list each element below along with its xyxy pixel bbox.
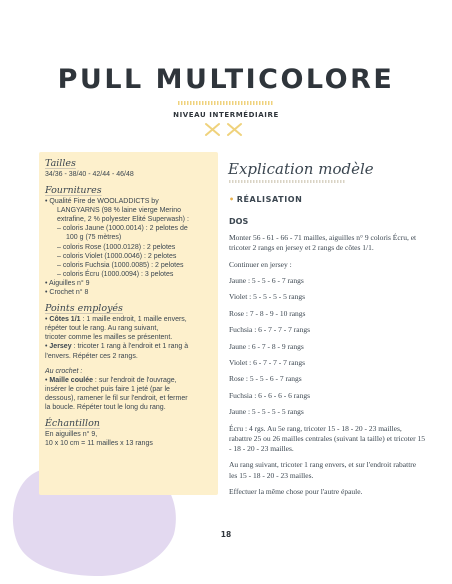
realisation-label: RÉALISATION xyxy=(236,195,303,204)
instruction-paragraph: Jaune : 6 - 7 - 8 - 9 rangs xyxy=(229,341,304,351)
page-number: 18 xyxy=(220,530,232,539)
fournitures-line: – coloris Jaune (1000.0014) : 2 pelotes de xyxy=(57,225,188,233)
realisation-heading xyxy=(229,195,302,204)
instruction-paragraph: Monter 56 - 61 - 66 - 71 mailles, aiguilles n° 9 coloris Écru, et tricoter 2 rangs en jersey et 2 rangs de côtes 1/1. xyxy=(229,233,417,253)
jersey-line: l'envers. Répéter ces 2 rangs. xyxy=(45,352,138,360)
tailles-value: 34/36 - 38/40 - 42/44 - 46/48 xyxy=(45,171,134,178)
maille-coulee-line: la boucle. Répéter tout le long du rang. xyxy=(45,403,166,411)
fournitures-line: • Crochet n° 8 xyxy=(45,289,89,297)
materials-column xyxy=(45,158,215,448)
jersey-line: • Jersey : tricoter 1 rang à l'endroit et 1 rang à xyxy=(45,343,189,351)
fournitures-line: 100 g (75 mètres) xyxy=(66,234,122,242)
instruction-paragraph: Fuchsia : 6 - 7 - 7 - 7 rangs xyxy=(229,325,311,335)
instruction-paragraph: Violet : 6 - 7 - 7 - 7 rangs xyxy=(229,357,305,367)
page-title: PULL MULTICOLORE xyxy=(57,64,395,95)
instruction-paragraph: Jaune : 5 - 5 - 5 - 5 rangs xyxy=(229,407,304,417)
bullet-icon: • xyxy=(229,195,235,204)
fournitures-heading: Fournitures xyxy=(45,185,102,197)
explication-heading: Explication modèle xyxy=(228,160,374,178)
maille-coulee-label: Maille coulée xyxy=(49,376,93,384)
instruction-paragraph: Rose : 7 - 8 - 9 - 10 rangs xyxy=(229,308,306,318)
cotes-text: : 1 maille endroit, 1 maille envers, xyxy=(80,316,187,324)
fournitures-line: – coloris Écru (1000.0094) : 3 pelotes xyxy=(57,270,174,278)
maille-coulee-line: insérer le crochet puis faire 1 jeté (par le xyxy=(45,385,170,393)
instructions-column xyxy=(229,233,425,503)
fournitures-line: • Aiguilles n° 9 xyxy=(45,279,90,287)
jersey-label: Jersey xyxy=(49,343,72,351)
fournitures-line: – coloris Fuchsia (1000.0085) : 2 pelotes xyxy=(57,261,184,269)
fournitures-line: LANGYARNS (98 % laine vierge Merino xyxy=(57,207,181,215)
fournitures-line: – coloris Rose (1000.0128) : 2 pelotes xyxy=(57,243,176,251)
maille-coulee-line: • Maille coulée : sur l'endroit de l'ouvrage, xyxy=(45,376,177,384)
cotes-label: Côtes 1/1 xyxy=(49,316,81,324)
instruction-paragraph: Rose : 5 - 5 - 6 - 7 rangs xyxy=(229,374,302,384)
difficulty-level: NIVEAU INTERMÉDIAIRE xyxy=(173,111,279,119)
title-dotted-rule xyxy=(178,101,274,105)
cotes-line: répéter tout le rang. Au rang suivant, xyxy=(45,325,159,333)
instruction-paragraph: Jaune : 5 - 5 - 6 - 7 rangs xyxy=(229,275,304,285)
instruction-paragraph: Continuer en jersey : xyxy=(229,259,292,269)
points-heading: Points employés xyxy=(45,303,123,315)
explication-dotted-rule xyxy=(229,180,345,183)
instruction-paragraph: Fuchsia : 6 - 6 - 6 - 6 rangs xyxy=(229,390,311,400)
fournitures-line: extrafine, 2 % polyester Elité Superwash) : xyxy=(57,216,189,224)
fournitures-line: – coloris Violet (1000.0046) : 2 pelotes xyxy=(57,252,177,260)
cotes-line: tricoter comme les mailles se présentent. xyxy=(45,334,173,342)
tailles-heading: Tailles xyxy=(45,158,76,169)
echantillon-line: En aiguilles n° 9, xyxy=(45,431,98,439)
cotes-line: • Côtes 1/1 : 1 maille endroit, 1 maille envers, xyxy=(45,316,187,324)
crochet-heading: Au crochet : xyxy=(45,367,83,375)
instruction-paragraph: Effectuer la même chose pour l'autre épaule. xyxy=(229,486,363,496)
instruction-paragraph: Violet : 5 - 5 - 5 - 5 rangs xyxy=(229,292,305,302)
echantillon-heading: Échantillon xyxy=(45,418,100,430)
jersey-text: : tricoter 1 rang à l'endroit et 1 rang à xyxy=(71,343,189,351)
double-cross-icon xyxy=(204,122,248,137)
echantillon-line: 10 x 10 cm = 11 mailles x 13 rangs xyxy=(45,440,153,448)
fournitures-line: • Qualité Fire de WOOLADDICTS by xyxy=(45,198,159,206)
maille-coulee-text: : sur l'endroit de l'ouvrage, xyxy=(92,376,177,384)
instruction-paragraph: Au rang suivant, tricoter 1 rang envers, et sur l'endroit rabattre les 15 - 18 - 20 - 23 mailles. xyxy=(229,460,417,480)
instruction-paragraph: Écru : 4 rgs. Au 5e rang, tricoter 15 - 18 - 20 - 23 mailles, rabattre 25 ou 26 mailles centrales (suivant la taille) et tricoter 15 - 18 - 20 - 23 mailles. xyxy=(229,423,425,453)
dos-heading: DOS xyxy=(229,217,249,226)
maille-coulee-line: dessous), ramener le fil sur l'endroit, et fermer xyxy=(45,394,188,402)
